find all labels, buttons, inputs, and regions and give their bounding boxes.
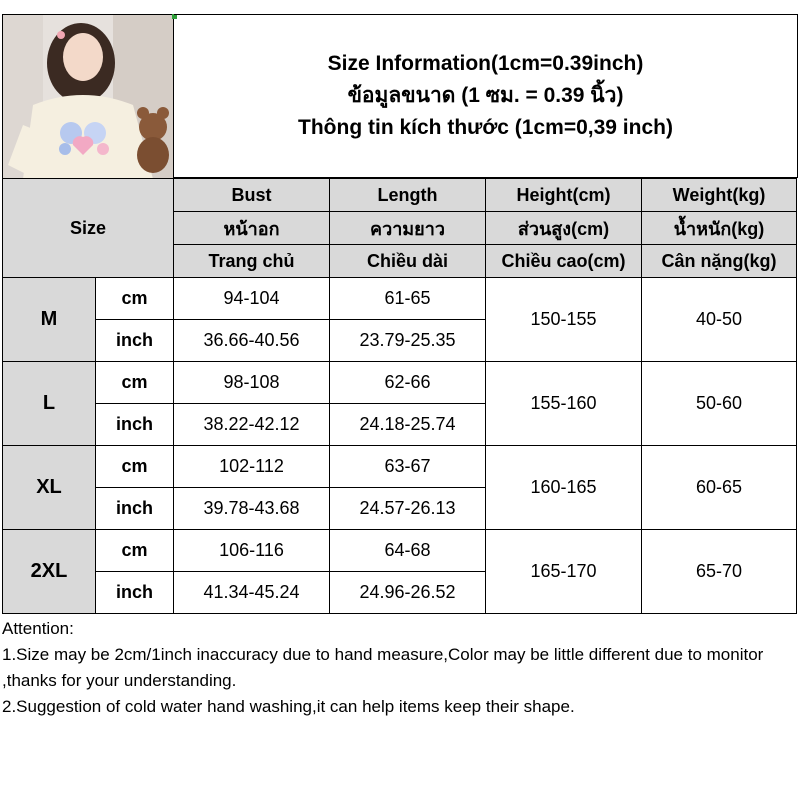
weight-header-en: Weight(kg) bbox=[642, 179, 797, 212]
height-value: 155-160 bbox=[486, 362, 642, 446]
attention-note-2: 2.Suggestion of cold water hand washing,it can help items keep their shape. bbox=[2, 697, 575, 716]
length-inch-value: 24.96-26.52 bbox=[330, 572, 486, 614]
bust-inch-value: 38.22-42.12 bbox=[174, 404, 330, 446]
unit-inch: inch bbox=[96, 320, 174, 362]
title-english: Size Information(1cm=0.39inch) bbox=[327, 52, 644, 75]
height-value: 165-170 bbox=[486, 530, 642, 614]
unit-inch: inch bbox=[96, 404, 174, 446]
unit-inch: inch bbox=[96, 488, 174, 530]
length-inch-value: 24.57-26.13 bbox=[330, 488, 486, 530]
length-inch-value: 24.18-25.74 bbox=[330, 404, 486, 446]
bust-cm-value: 94-104 bbox=[174, 278, 330, 320]
unit-cm: cm bbox=[96, 530, 174, 572]
table-row bbox=[3, 446, 797, 488]
title-thai: ข้อมูลขนาด (1 ซม. = 0.39 นิ้ว) bbox=[347, 84, 624, 107]
bust-cm-value: 98-108 bbox=[174, 362, 330, 404]
weight-header-th: น้ำหนัก(kg) bbox=[642, 212, 797, 245]
attention-note-1: 1.Size may be 2cm/1inch inaccuracy due to hand measure,Color may be little different due to monitor ,thanks for your understanding. bbox=[2, 645, 764, 690]
size-label: XL bbox=[3, 446, 96, 530]
height-header-vi: Chiều cao(cm) bbox=[486, 245, 642, 278]
size-label: M bbox=[3, 278, 96, 362]
bust-inch-value: 41.34-45.24 bbox=[174, 572, 330, 614]
table-header-row bbox=[3, 179, 797, 212]
weight-value: 65-70 bbox=[642, 530, 797, 614]
product-photo bbox=[2, 14, 174, 180]
table-row bbox=[3, 278, 797, 320]
unit-inch: inch bbox=[96, 572, 174, 614]
table-row bbox=[3, 362, 797, 404]
height-header-th: ส่วนสูง(cm) bbox=[486, 212, 642, 245]
length-header-vi: Chiều dài bbox=[330, 245, 486, 278]
length-inch-value: 23.79-25.35 bbox=[330, 320, 486, 362]
length-cm-value: 64-68 bbox=[330, 530, 486, 572]
attention-heading: Attention: bbox=[2, 619, 74, 638]
title-vietnamese: Thông tin kích thước (1cm=0,39 inch) bbox=[298, 116, 673, 139]
bust-inch-value: 36.66-40.56 bbox=[174, 320, 330, 362]
weight-value: 50-60 bbox=[642, 362, 797, 446]
model-wearing-sweatshirt-image bbox=[3, 15, 173, 179]
size-chart-table bbox=[2, 178, 797, 614]
weight-value: 40-50 bbox=[642, 278, 797, 362]
unit-cm: cm bbox=[96, 446, 174, 488]
unit-cm: cm bbox=[96, 362, 174, 404]
height-value: 160-165 bbox=[486, 446, 642, 530]
bust-header-en: Bust bbox=[174, 179, 330, 212]
bust-cm-value: 102-112 bbox=[174, 446, 330, 488]
table-row bbox=[3, 530, 797, 572]
height-header-en: Height(cm) bbox=[486, 179, 642, 212]
size-header: Size bbox=[3, 179, 174, 278]
bust-cm-value: 106-116 bbox=[174, 530, 330, 572]
weight-value: 60-65 bbox=[642, 446, 797, 530]
length-cm-value: 63-67 bbox=[330, 446, 486, 488]
bust-header-vi: Trang chủ bbox=[174, 245, 330, 278]
weight-header-vi: Cân nặng(kg) bbox=[642, 245, 797, 278]
attention-notes bbox=[2, 616, 798, 720]
height-value: 150-155 bbox=[486, 278, 642, 362]
length-cm-value: 61-65 bbox=[330, 278, 486, 320]
length-cm-value: 62-66 bbox=[330, 362, 486, 404]
size-label: L bbox=[3, 362, 96, 446]
bust-header-th: หน้าอก bbox=[174, 212, 330, 245]
bust-inch-value: 39.78-43.68 bbox=[174, 488, 330, 530]
size-label: 2XL bbox=[3, 530, 96, 614]
length-header-th: ความยาว bbox=[330, 212, 486, 245]
length-header-en: Length bbox=[330, 179, 486, 212]
size-information-title bbox=[174, 14, 798, 178]
unit-cm: cm bbox=[96, 278, 174, 320]
